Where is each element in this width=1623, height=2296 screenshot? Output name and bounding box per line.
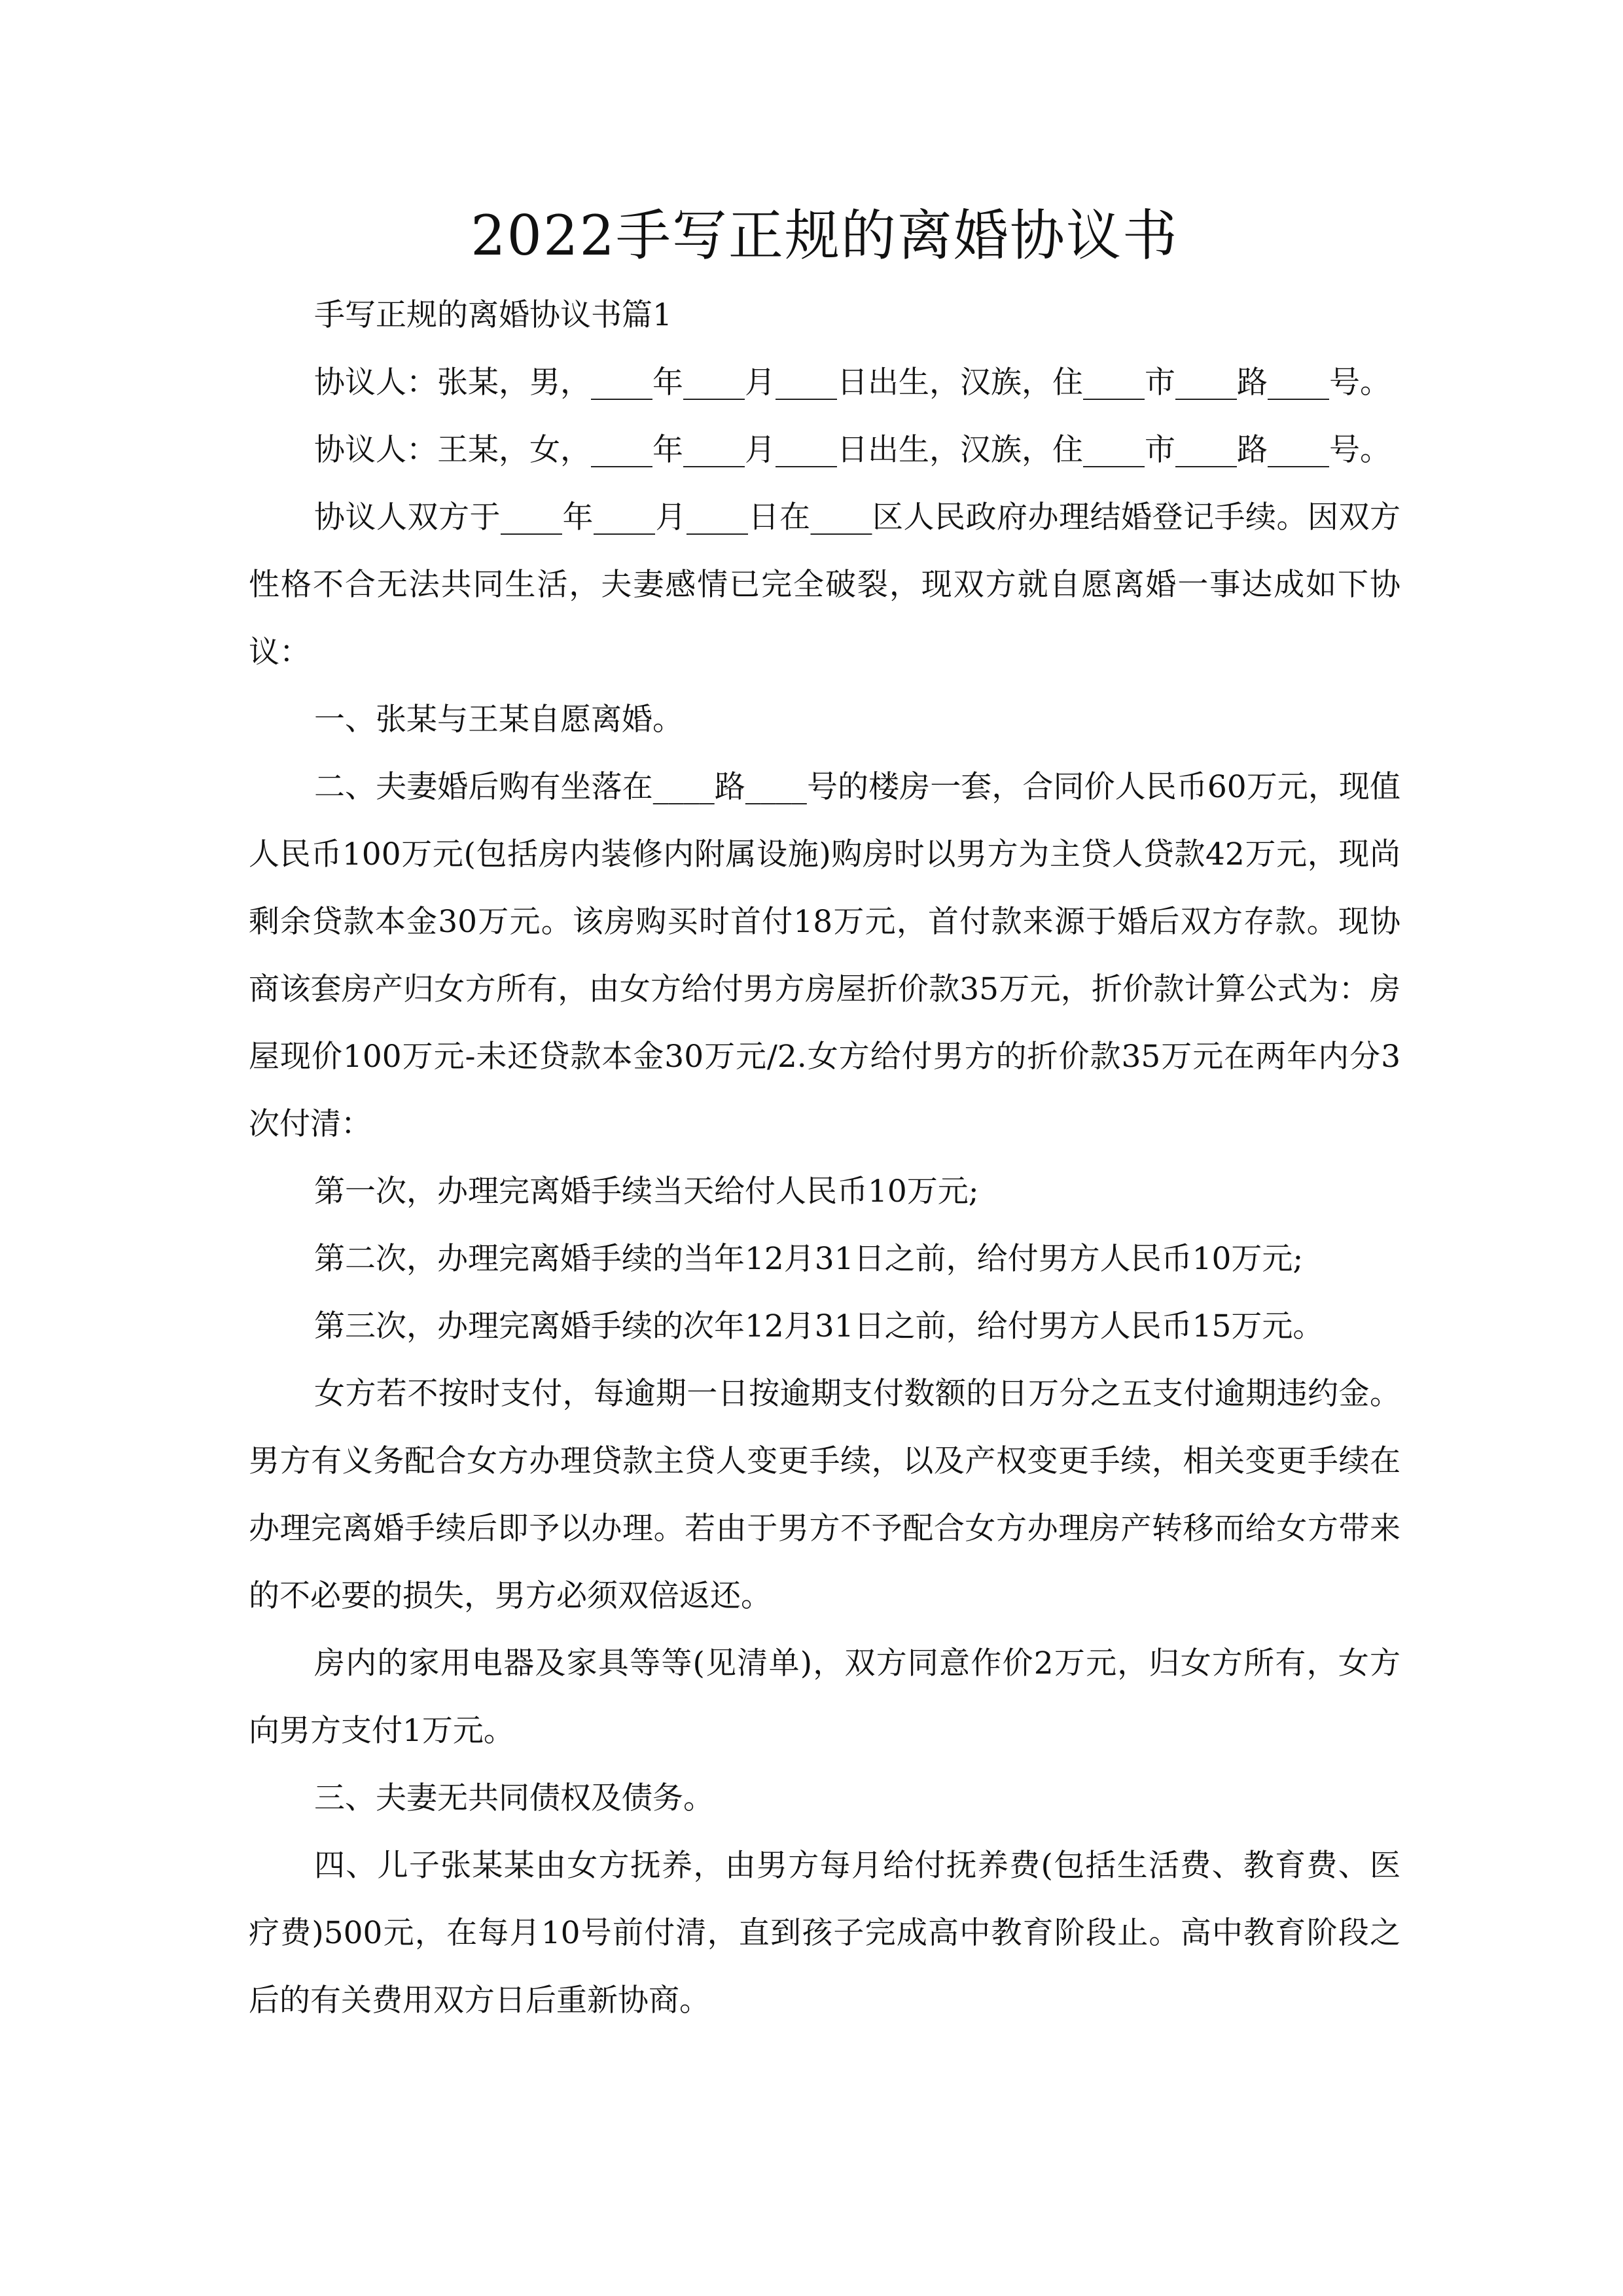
paragraph-clause-2: 二、夫妻婚后购有坐落在____路____号的楼房一套，合同价人民币60万元，现值人民币100万元(包括房内装修内附属设施)购房时以男方为主贷人贷款42万元，现尚剩余贷款本金30万元。该房购买时首付18万元，首付款来源于婚后双方存款。现协商该套房产归女方所有，由女方给付男方房屋折价款35万元，折价款计算公式为：房屋现价100万元-未还贷款本金30万元/2.女方给付男方的折价款35万元在两年内分3次付清： — [249, 769, 1400, 1142]
paragraph-payment-1: 第一次，办理完离婚手续当天给付人民币10万元; — [314, 1174, 979, 1210]
paragraph-preamble: 协议人双方于____年____月____日在____区人民政府办理结婚登记手续。因双方性格不合无法共同生活，夫妻感情已完全破裂，现双方就自愿离婚一事达成如下协议： — [249, 499, 1400, 670]
paragraph-late-payment: 女方若不按时支付，每逾期一日按逾期支付数额的日万分之五支付逾期违约金。男方有义务配合女方办理贷款主贷人变更手续，以及产权变更手续，相关变更手续在办理完离婚手续后即予以办理。若由于男方不予配合女方办理房产转移而给女方带来的不必要的损失，男方必须双倍返还。 — [249, 1376, 1400, 1614]
paragraph-clause-3: 三、夫妻无共同债权及债务。 — [314, 1780, 714, 1816]
paragraph-payment-3: 第三次，办理完离婚手续的次年12月31日之前，给付男方人民币15万元。 — [314, 1308, 1324, 1344]
paragraph-payment-2: 第二次，办理完离婚手续的当年12月31日之前，给付男方人民币10万元; — [314, 1241, 1304, 1277]
paragraph-appliances: 房内的家用电器及家具等等(见清单)，双方同意作价2万元，归女方所有，女方向男方支付1万元。 — [249, 1645, 1400, 1749]
document-body — [249, 281, 1400, 2034]
paragraph-clause-4: 四、儿子张某某由女方抚养，由男方每月给付抚养费(包括生活费、教育费、医疗费)500元，在每月10号前付清，直到孩子完成高中教育阶段止。高中教育阶段之后的有关费用双方日后重新协商。 — [249, 1848, 1400, 2018]
paragraph-party-female: 协议人：王某，女，____年____月____日出生，汉族，住____市____路____号。 — [314, 432, 1391, 468]
paragraph-clause-1: 一、张某与王某自愿离婚。 — [314, 702, 683, 738]
paragraph-subtitle: 手写正规的离婚协议书篇1 — [314, 297, 672, 333]
document-title: 2022手写正规的离婚协议书 — [471, 204, 1179, 268]
paragraph-party-male: 协议人：张某，男，____年____月____日出生，汉族，住____市____路____号。 — [314, 365, 1391, 401]
document-page — [249, 0, 1400, 2296]
